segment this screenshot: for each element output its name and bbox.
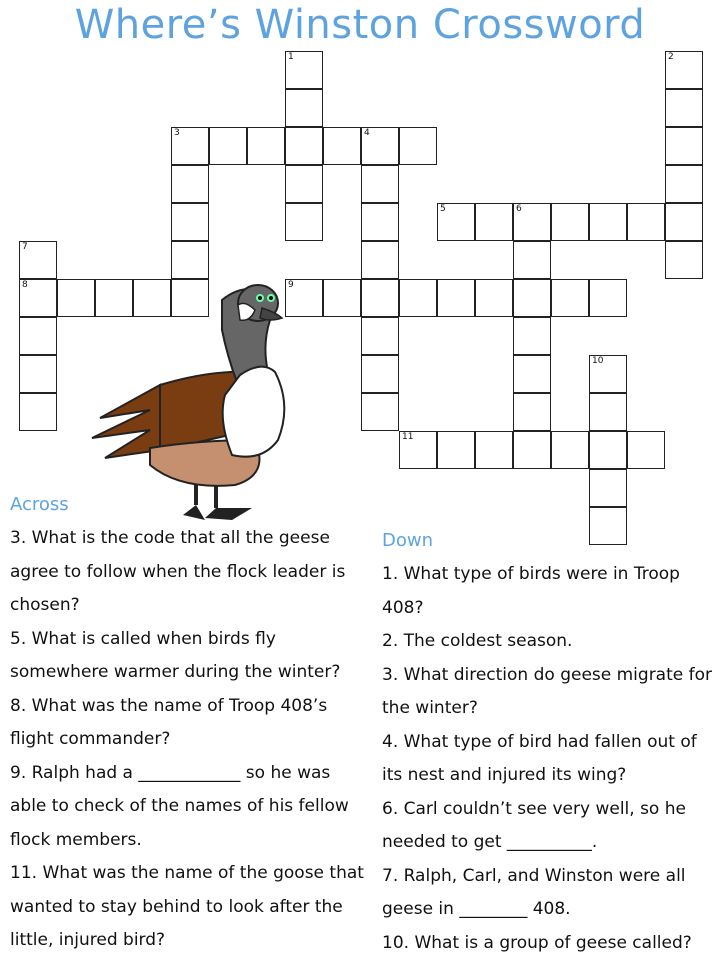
grid-cell[interactable]: [513, 431, 551, 469]
grid-cell[interactable]: [437, 431, 475, 469]
across-clue: 9. Ralph had a ____________ so he was able to check of the names of his fellow flock members.: [10, 762, 349, 850]
clue-number: 3: [174, 128, 180, 138]
grid-cell[interactable]: [589, 431, 627, 469]
across-clue: 5. What is called when birds fly somewhere warmer during the winter?: [10, 628, 341, 682]
grid-cell[interactable]: [171, 241, 209, 279]
grid-cell[interactable]: [19, 393, 57, 431]
grid-cell[interactable]: [323, 279, 361, 317]
grid-cell[interactable]: [513, 317, 551, 355]
across-heading: Across: [10, 494, 69, 515]
grid-cell[interactable]: [171, 203, 209, 241]
clue-number: 4: [364, 128, 370, 138]
grid-cell[interactable]: [513, 279, 551, 317]
grid-cell[interactable]: [361, 165, 399, 203]
grid-cell[interactable]: [589, 203, 627, 241]
grid-cell[interactable]: [361, 279, 399, 317]
grid-cell[interactable]: [627, 431, 665, 469]
across-clues: [10, 488, 370, 958]
down-clue: 4. What type of bird had fallen out of its nest and injured its wing?: [382, 731, 697, 785]
grid-cell[interactable]: [171, 127, 209, 165]
down-clue: 6. Carl couldn’t see very well, so he needed to get __________.: [382, 798, 686, 852]
clue-number: 1: [288, 52, 294, 62]
grid-cell[interactable]: [209, 127, 247, 165]
grid-cell[interactable]: [171, 165, 209, 203]
grid-cell[interactable]: [285, 127, 323, 165]
grid-cell[interactable]: [361, 127, 399, 165]
clue-number: 10: [592, 356, 604, 366]
grid-cell[interactable]: [285, 165, 323, 203]
grid-cell[interactable]: [475, 431, 513, 469]
clue-number: 7: [22, 242, 28, 252]
clue-number: 11: [402, 432, 414, 442]
grid-cell[interactable]: [437, 279, 475, 317]
down-clue: 7. Ralph, Carl, and Winston were all geese in ________ 408.: [382, 865, 686, 919]
down-clue: 10. What is a group of geese called?: [382, 932, 692, 953]
across-clue: 3. What is the code that all the geese agree to follow when the flock leader is chosen?: [10, 528, 346, 615]
down-clues: [382, 524, 717, 960]
grid-cell[interactable]: [551, 279, 589, 317]
grid-cell[interactable]: [551, 203, 589, 241]
grid-cell[interactable]: [361, 355, 399, 393]
clue-number: 9: [288, 280, 294, 290]
grid-cell[interactable]: [665, 51, 703, 89]
grid-cell[interactable]: [247, 127, 285, 165]
grid-cell[interactable]: [19, 355, 57, 393]
grid-cell[interactable]: [513, 241, 551, 279]
grid-cell[interactable]: [513, 393, 551, 431]
grid-cell[interactable]: [513, 203, 551, 241]
grid-cell[interactable]: [19, 241, 57, 279]
clue-number: 5: [440, 204, 446, 214]
grid-cell[interactable]: [361, 203, 399, 241]
clue-number: 2: [668, 52, 674, 62]
grid-cell[interactable]: [475, 203, 513, 241]
grid-cell[interactable]: [665, 241, 703, 279]
grid-cell[interactable]: [19, 317, 57, 355]
down-heading: Down: [382, 530, 434, 551]
grid-cell[interactable]: [589, 355, 627, 393]
grid-cell[interactable]: [285, 203, 323, 241]
clue-number: 8: [22, 280, 28, 290]
grid-cell[interactable]: [665, 89, 703, 127]
grid-cell[interactable]: [285, 51, 323, 89]
down-clue: 1. What type of birds were in Troop 408?: [382, 564, 680, 618]
grid-cell[interactable]: [665, 127, 703, 165]
grid-cell[interactable]: [665, 165, 703, 203]
page-title: Where’s Winston Crossword: [74, 2, 646, 48]
down-clue: 3. What direction do geese migrate for the winter?: [382, 664, 713, 718]
grid-cell[interactable]: [551, 431, 589, 469]
down-clue: 2. The coldest season.: [382, 631, 573, 651]
grid-cell[interactable]: [19, 279, 57, 317]
across-clue: 8. What was the name of Troop 408’s flight commander?: [10, 695, 328, 749]
clue-number: 6: [516, 204, 522, 214]
grid-cell[interactable]: [361, 393, 399, 431]
grid-cell[interactable]: [589, 469, 627, 507]
grid-cell[interactable]: [589, 393, 627, 431]
grid-cell[interactable]: [361, 317, 399, 355]
grid-cell[interactable]: [399, 431, 437, 469]
grid-cell[interactable]: [399, 127, 437, 165]
grid-cell[interactable]: [475, 279, 513, 317]
grid-cell[interactable]: [323, 127, 361, 165]
across-clue: 11. What was the name of the goose that wanted to stay behind to look after the little, injured bird?: [10, 863, 364, 950]
grid-cell[interactable]: [399, 279, 437, 317]
grid-cell[interactable]: [285, 89, 323, 127]
grid-cell[interactable]: [589, 279, 627, 317]
grid-cell[interactable]: [513, 355, 551, 393]
grid-cell[interactable]: [627, 203, 665, 241]
grid-cell[interactable]: [665, 203, 703, 241]
grid-cell[interactable]: [437, 203, 475, 241]
grid-cell[interactable]: [361, 241, 399, 279]
